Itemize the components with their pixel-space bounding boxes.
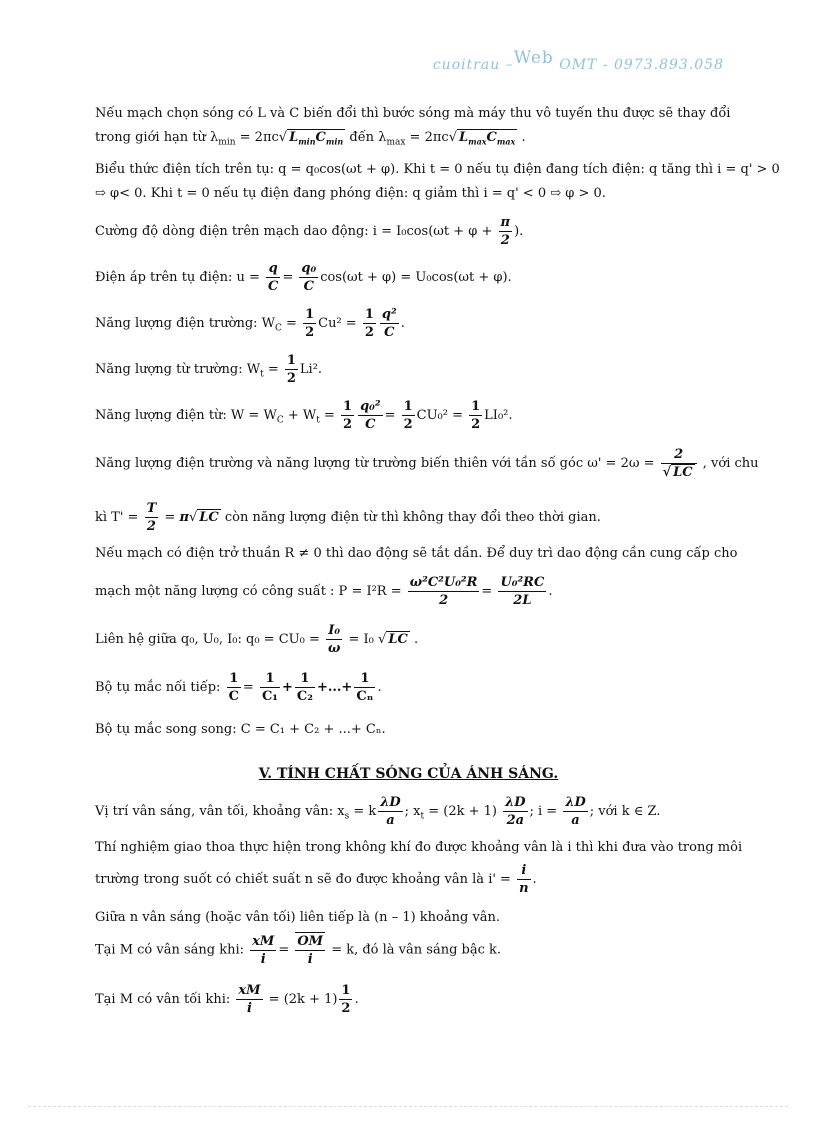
text-line: Giữa n vân sáng (hoặc vân tối) liên tiếp là (n – 1) khoảng vân. — [95, 910, 501, 925]
formula-power: mạch một năng lượng có công suất : P = I²R = $\frac{\text{ω²C²U₀²R}}{2}$ = $\frac{\text{U₀²RC}}{2L}$ . — [95, 575, 553, 608]
formula-voltage: Điện áp trên tụ điện: u = $\frac{q}{C}$ = $\frac{\text{q₀}}{C}$ cos(ωt + φ) = U₀cos(ωt + φ). — [95, 261, 512, 294]
section-heading: V. TÍNH CHẤT SÓNG CỦA ÁNH SÁNG. — [258, 766, 559, 782]
formula-total-energy: Năng lượng điện từ: $W = W_C + W_t$ = $\frac{1}{2}$ $\frac{\text{q₀²}}{C}$ = $\frac{1}{2}$ CU₀² = $\frac{1}{2}$ LI₀². — [95, 399, 513, 432]
formula-fringe-positions: Vị trí vân sáng, vân tối, khoảng vân: $x_s = k$ $\frac{\lambda D}{a}$ ; $x_t = (2k + 1)$ $\frac{\lambda D}{2a}$ ; i = $\frac{\lambda D}{a}$ ; với k ∈ Z. — [95, 795, 661, 828]
footer-divider — [28, 1106, 788, 1107]
header-web: Web — [513, 48, 554, 68]
text-line: Nếu mạch có điện trở thuần R ≠ 0 thì dao động sẽ tắt dần. Để duy trì dao động cần cung cấp cho — [95, 546, 738, 561]
formula-energy-period: kì T' = $\frac{T}{2}$ = π√ LC còn năng lượng điện từ thì không thay đổi theo thời gian. — [95, 501, 601, 534]
formula-dark-fringe: Tại M có vân tối khi: $\frac{xM}{i}$ = (2k + 1) $\frac{1}{2}$ . — [95, 983, 359, 1016]
text-line: ⇨ φ< 0. Khi t = 0 nếu tụ điện đang phóng điện: q giảm thì i = q' < 0 ⇨ φ > 0. — [95, 186, 606, 201]
formula-lambda-range: trong giới hạn từ $\lambda_{min} = 2\pi c√$ $L_{min}C_{min}$ đến $\lambda_{max} = 2\pi c√$ $L_{max}C_{max}$ . — [95, 130, 526, 148]
formula-electric-energy: Năng lượng điện trường: $W_C$ = $\frac{1}{2}$ Cu² = $\frac{1}{2}$ $\frac{\text{q²}}{C}$ . — [95, 307, 405, 340]
formula-series-capacitors: Bộ tụ mắc nối tiếp: $\frac{1}{C}$ = $\frac{1}{\text{C₁}}$ + $\frac{1}{\text{C₂}}$ +...+ $\frac{1}{\text{Cₙ}}$ . — [95, 671, 382, 704]
header-dash: – — [505, 57, 514, 73]
text-line: Thí nghiệm giao thoa thực hiện trong không khí đo được khoảng vân là i thì khi đưa vào trong môi — [95, 840, 743, 855]
formula-energy-frequency: Năng lượng điện trường và năng lượng từ trường biến thiên với tần số góc ω' = 2ω = $\frac{2}{√ LC}$ , với chu — [95, 447, 759, 480]
formula-current: Cường độ dòng điện trên mạch dao động: i = I₀cos(ωt + φ + $\frac{\pi}{2}$ ). — [95, 215, 524, 248]
page-header — [432, 48, 724, 74]
formula-refraction-fringe: trường trong suốt có chiết suất n sẽ đo được khoảng vân là i' = $\frac{i}{n}$ . — [95, 863, 537, 896]
formula-bright-fringe: Tại M có vân sáng khi: $\frac{xM}{i}$ = $\frac{OM}{i}$ = k, đó là vân sáng bậc k. — [95, 933, 502, 967]
header-left: cuoitrau — [432, 57, 501, 73]
formula-relation: Liên hệ giữa q₀, U₀, I₀: q₀ = CU₀ = $\frac{\text{I₀}}{\omega}$ = I₀ √ LC . — [95, 623, 419, 656]
header-right: OMT - 0973.893.058 — [559, 57, 724, 73]
text-line: Nếu mạch chọn sóng có L và C biến đổi thì bước sóng mà máy thu vô tuyến thu được sẽ thay đổi — [95, 106, 731, 121]
text-line: Bộ tụ mắc song song: C = C₁ + C₂ + ...+ Cₙ. — [95, 722, 386, 737]
formula-magnetic-energy: Năng lượng từ trường: $W_t$ = $\frac{1}{2}$ Li². — [95, 353, 323, 386]
text-line: Biểu thức điện tích trên tụ: q = q₀cos(ωt + φ). Khi t = 0 nếu tụ điện đang tích điện: q tăng thì i = q' > 0 — [95, 162, 780, 177]
